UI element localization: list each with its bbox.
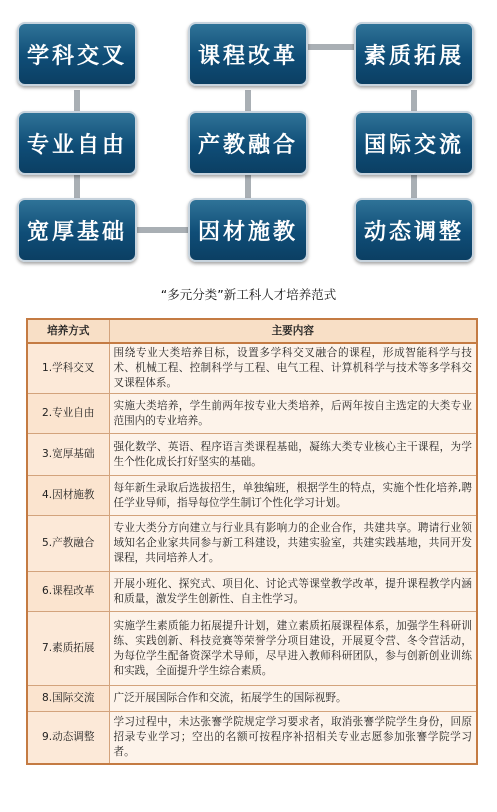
table-row — [27, 343, 477, 394]
table-row — [27, 516, 477, 572]
table-row — [27, 476, 477, 516]
node-interdisciplinary — [17, 22, 137, 86]
node-label: 动态调整 — [363, 218, 464, 245]
table-row — [27, 612, 477, 686]
node-label: 宽厚基础 — [26, 218, 127, 245]
content-cell: 实施学生素质能力拓展提升计划，建立素质拓展课程体系，加强学生科研训练、实践创新、科技竞赛等荣誉学分项目建设，开展夏令营、冬令营活动，为每位学生配备资深学术导师，尽早进入教师科研团队，参与创新创业训练和实践，全面提升学生综合素质。 — [109, 612, 477, 686]
node-label: 素质拓展 — [363, 42, 464, 69]
connector-6-9 — [411, 174, 417, 200]
table-row — [27, 394, 477, 434]
content-cell: 专业大类分方向建立与行业具有影响力的企业合作，共建共享。聘请行业领域知名企业家共同参与新工科建设，共建实验室，共建实践基地，共同开发课程，共同培养人才。 — [109, 516, 477, 572]
content-cell: 每年新生录取后选拔招生，单独编班，根据学生的特点，实施个性化培养,聘任学业导师，指导每位学生制订个性化学习计划。 — [109, 476, 477, 516]
method-cell: 9.动态调整 — [27, 712, 109, 764]
node-broad-foundation — [17, 198, 137, 262]
node-label: 国际交流 — [363, 131, 464, 158]
node-dynamic-adjustment — [354, 198, 474, 262]
content-cell: 开展小班化、探究式、项目化、讨论式等课堂教学改革，提升课程教学内涵和质量，激发学生创新性、自主性学习。 — [109, 572, 477, 612]
connector-7-8 — [127, 227, 194, 233]
training-methods-table — [26, 318, 478, 765]
table-row — [27, 434, 477, 476]
content-cell: 实施大类培养，学生前两年按专业大类培养，后两年按自主选定的大类专业范围内的专业培养。 — [109, 394, 477, 434]
method-cell: 3.宽厚基础 — [27, 434, 109, 476]
node-individualized-teaching — [188, 198, 308, 262]
node-international-exchange — [354, 111, 474, 175]
node-label: 产教融合 — [197, 131, 298, 158]
method-cell: 5.产教融合 — [27, 516, 109, 572]
node-label: 课程改革 — [197, 42, 298, 69]
training-paradigm-diagram — [0, 0, 497, 270]
header-method: 培养方式 — [27, 319, 109, 343]
node-label: 专业自由 — [26, 131, 127, 158]
header-content: 主要内容 — [109, 319, 477, 343]
table-row — [27, 712, 477, 764]
node-label: 因材施教 — [197, 218, 298, 245]
content-cell: 强化数学、英语、程序语言类课程基础，凝练大类专业核心主干课程，为学生个性化成长打好坚实的基础。 — [109, 434, 477, 476]
table-row — [27, 572, 477, 612]
connector-2-3 — [301, 44, 354, 50]
method-cell: 7.素质拓展 — [27, 612, 109, 686]
node-label: 学科交叉 — [26, 42, 127, 69]
node-quality-expansion — [354, 22, 474, 86]
node-major-freedom — [17, 111, 137, 175]
connector-4-7 — [74, 174, 80, 200]
content-cell: 广泛开展国际合作和交流，拓展学生的国际视野。 — [109, 686, 477, 712]
method-cell: 2.专业自由 — [27, 394, 109, 434]
content-cell: 围绕专业大类培养目标，设置多学科交叉融合的课程，形成智能科学与技术、机械工程、控制科学与工程、电气工程、计算机科学与技术等多学科交叉课程体系。 — [109, 343, 477, 394]
connector-8-5 — [245, 174, 251, 200]
content-cell: 学习过程中，未达张謇学院规定学习要求者，取消张謇学院学生身份，回原招录专业学习；空出的名额可按程序补招相关专业志愿参加张謇学院学习者。 — [109, 712, 477, 764]
diagram-caption: “多元分类”新工科人才培养范式 — [160, 287, 337, 302]
node-industry-education — [188, 111, 308, 175]
table-header-row — [27, 319, 477, 343]
method-cell: 6.课程改革 — [27, 572, 109, 612]
method-cell: 1.学科交叉 — [27, 343, 109, 394]
node-curriculum-reform — [188, 22, 308, 86]
method-cell: 8.国际交流 — [27, 686, 109, 712]
table-row — [27, 686, 477, 712]
method-cell: 4.因材施教 — [27, 476, 109, 516]
